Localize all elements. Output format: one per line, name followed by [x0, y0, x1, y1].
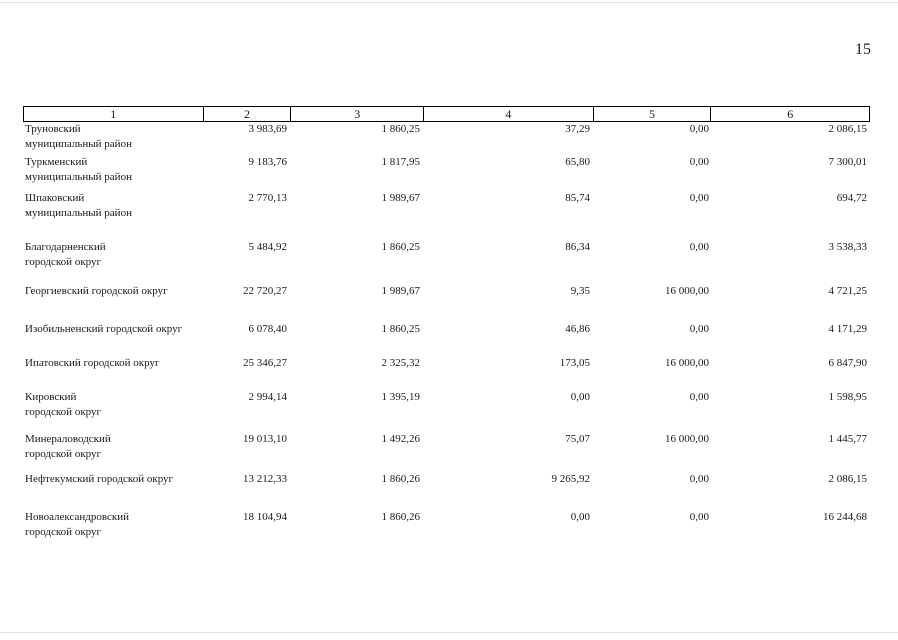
table-row	[23, 240, 870, 270]
cell-col-6: 4 721,25	[828, 285, 867, 297]
cell-col-6: 7 300,01	[828, 156, 867, 168]
cell-col-2: 19 013,10	[243, 433, 287, 445]
cell-col-3: 1 989,67	[381, 192, 420, 204]
row-name	[23, 472, 203, 487]
cell-col-3: 1 817,95	[381, 156, 420, 168]
row-name	[23, 432, 203, 462]
table-row	[23, 155, 870, 185]
row-name-line: Минераловодский	[25, 433, 111, 445]
cell-col-6: 2 086,15	[828, 473, 867, 485]
cell-col-5: 0,00	[689, 511, 709, 523]
row-name	[23, 390, 203, 420]
cell-col-2: 9 183,76	[248, 156, 287, 168]
row-name-line: муниципальный район	[25, 207, 132, 219]
table-row	[23, 472, 870, 487]
row-name-line: муниципальный район	[25, 138, 132, 150]
table-row	[23, 356, 870, 371]
column-header-1: 1	[24, 107, 204, 121]
row-name-line: городской округ	[25, 526, 102, 538]
column-header-5: 5	[594, 107, 712, 121]
table-row	[23, 432, 870, 462]
cell-col-6: 2 086,15	[828, 123, 867, 135]
cell-col-5: 0,00	[689, 241, 709, 253]
row-name	[23, 284, 203, 299]
table-row	[23, 284, 870, 299]
row-name-line: городской округ	[25, 406, 102, 418]
cell-col-6: 4 171,29	[828, 323, 867, 335]
cell-col-4: 173,05	[559, 357, 590, 369]
cell-col-4: 75,07	[565, 433, 590, 445]
table-row	[23, 390, 870, 420]
table-row	[23, 191, 870, 221]
row-name-line: Новоалександровский	[25, 511, 129, 523]
cell-col-4: 37,29	[565, 123, 590, 135]
cell-col-5: 0,00	[689, 473, 709, 485]
cell-col-6: 694,72	[836, 192, 867, 204]
cell-col-3: 1 492,26	[381, 433, 420, 445]
cell-col-4: 0,00	[570, 511, 590, 523]
row-name	[23, 122, 203, 152]
cell-col-4: 9,35	[570, 285, 590, 297]
cell-col-3: 1 395,19	[381, 391, 420, 403]
row-name-line: городской округ	[25, 448, 102, 460]
page-number: 15	[855, 41, 871, 58]
cell-col-3: 1 860,26	[381, 511, 420, 523]
row-name-line: Нефтекумский городской округ	[25, 473, 174, 485]
cell-col-6: 3 538,33	[828, 241, 867, 253]
column-header-2: 2	[204, 107, 292, 121]
row-name-line: городской округ	[25, 256, 102, 268]
cell-col-5: 0,00	[689, 156, 709, 168]
cell-col-2: 2 994,14	[248, 391, 287, 403]
cell-col-3: 1 860,25	[381, 323, 420, 335]
table-row	[23, 322, 870, 337]
cell-col-2: 6 078,40	[248, 323, 287, 335]
cell-col-5: 16 000,00	[665, 285, 709, 297]
cell-col-3: 1 860,25	[381, 241, 420, 253]
scan-top-edge	[0, 2, 898, 3]
cell-col-6: 1 445,77	[828, 433, 867, 445]
cell-col-2: 13 212,33	[243, 473, 287, 485]
row-name	[23, 240, 203, 270]
row-name	[23, 191, 203, 221]
scan-bottom-edge	[0, 632, 898, 633]
cell-col-4: 0,00	[570, 391, 590, 403]
cell-col-2: 5 484,92	[248, 241, 287, 253]
cell-col-3: 1 860,26	[381, 473, 420, 485]
row-name-line: Шпаковский	[25, 192, 85, 204]
cell-col-5: 16 000,00	[665, 357, 709, 369]
table-row	[23, 510, 870, 540]
cell-col-3: 1 989,67	[381, 285, 420, 297]
cell-col-6: 16 244,68	[823, 511, 867, 523]
row-name-line: Кировский	[25, 391, 77, 403]
row-name-line: муниципальный район	[25, 171, 132, 183]
cell-col-3: 2 325,32	[381, 357, 420, 369]
cell-col-6: 6 847,90	[828, 357, 867, 369]
row-name	[23, 322, 203, 337]
row-name-line: Труновский	[25, 123, 81, 135]
cell-col-4: 86,34	[565, 241, 590, 253]
cell-col-6: 1 598,95	[828, 391, 867, 403]
cell-col-5: 0,00	[689, 123, 709, 135]
cell-col-4: 9 265,92	[551, 473, 590, 485]
cell-col-5: 0,00	[689, 323, 709, 335]
cell-col-2: 18 104,94	[243, 511, 287, 523]
cell-col-4: 46,86	[565, 323, 590, 335]
row-name	[23, 510, 203, 540]
column-header-4: 4	[424, 107, 594, 121]
cell-col-5: 16 000,00	[665, 433, 709, 445]
column-header-3: 3	[291, 107, 424, 121]
table-row	[23, 122, 870, 152]
cell-col-2: 22 720,27	[243, 285, 287, 297]
row-name	[23, 155, 203, 185]
table-header	[23, 106, 870, 122]
cell-col-3: 1 860,25	[381, 123, 420, 135]
cell-col-2: 2 770,13	[248, 192, 287, 204]
cell-col-5: 0,00	[689, 192, 709, 204]
cell-col-2: 25 346,27	[243, 357, 287, 369]
row-name-line: Благодарненский	[25, 241, 106, 253]
row-name-line: Изобильненский городской округ	[25, 323, 183, 335]
cell-col-2: 3 983,69	[248, 123, 287, 135]
column-header-6: 6	[787, 107, 794, 121]
cell-col-4: 85,74	[565, 192, 590, 204]
row-name	[23, 356, 203, 371]
cell-col-5: 0,00	[689, 391, 709, 403]
row-name-line: Туркменский	[25, 156, 88, 168]
row-name-line: Ипатовский городской округ	[25, 357, 160, 369]
row-name-line: Георгиевский городской округ	[25, 285, 168, 297]
cell-col-4: 65,80	[565, 156, 590, 168]
